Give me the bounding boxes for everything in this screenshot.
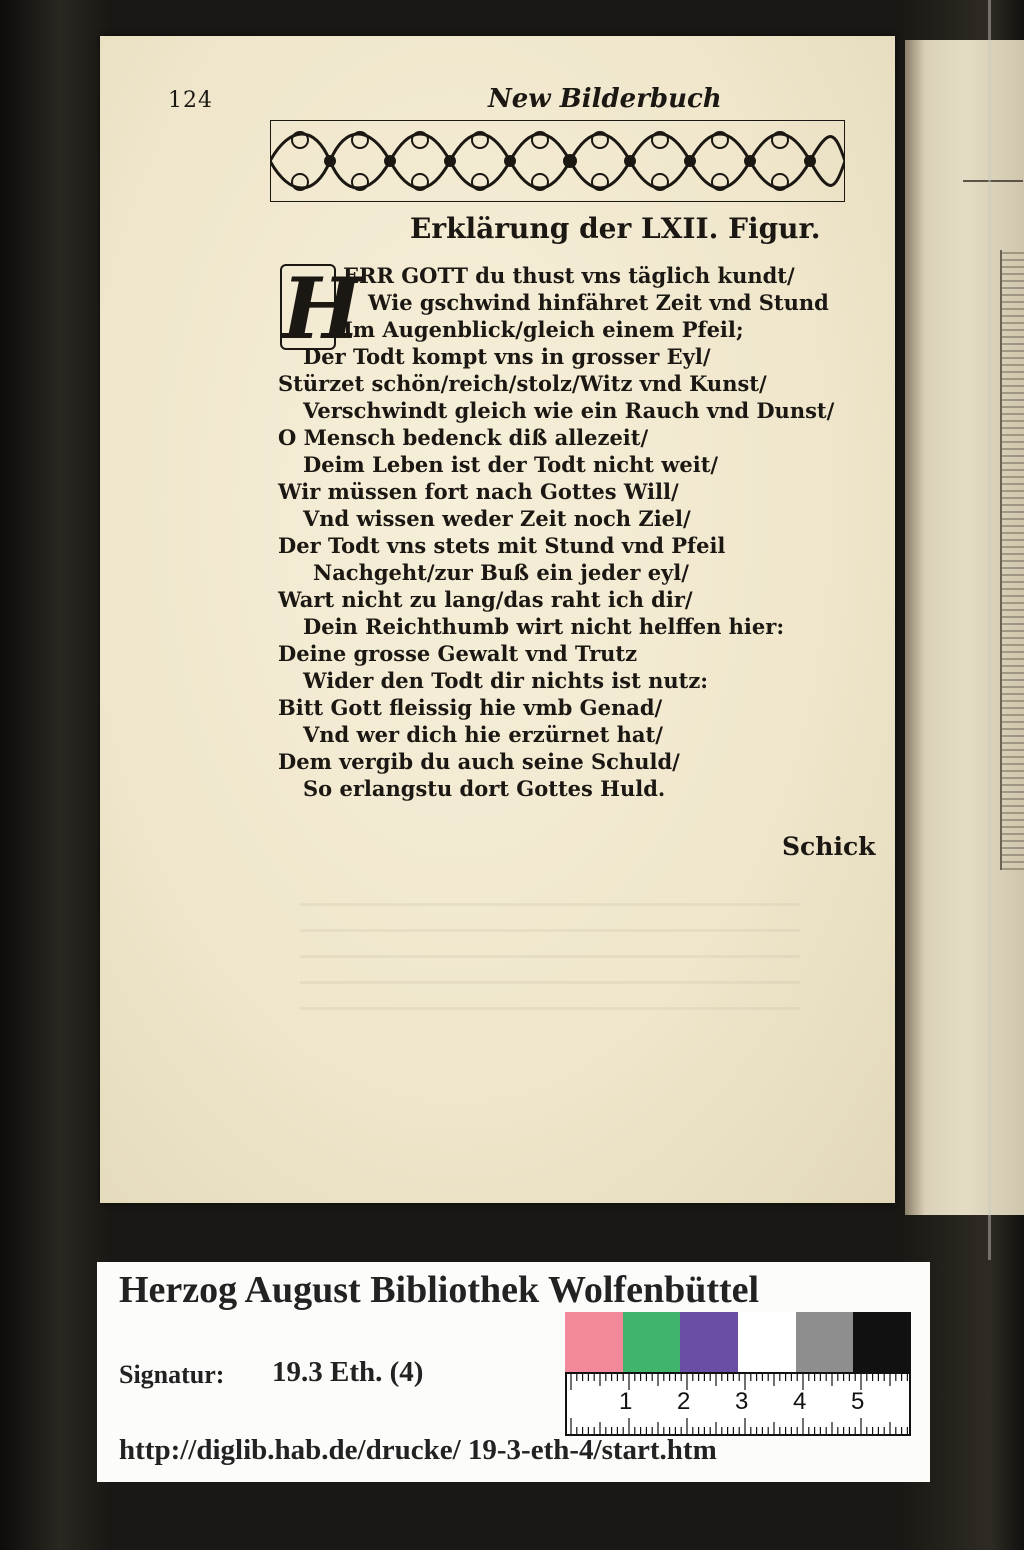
poem-line: Verschwindt gleich wie ein Rauch vnd Dunst/ <box>303 398 835 423</box>
poem-line: Dein Reichthumb wirt nicht helffen hier: <box>303 614 785 639</box>
poem-line: Deine grosse Gewalt vnd Trutz <box>278 641 638 666</box>
poem-line: Nachgeht/zur Buß ein jeder eyl/ <box>313 560 689 585</box>
ornamental-border-band <box>270 120 845 202</box>
facing-page-edge <box>905 40 1024 1215</box>
ruler-number: 5 <box>851 1388 865 1415</box>
glass-plate-edge <box>988 0 991 1260</box>
swatch-white <box>738 1312 796 1372</box>
poem-line: Der Todt vns stets mit Stund vnd Pfeil <box>278 533 726 558</box>
ruler-number: 1 <box>619 1388 633 1415</box>
poem-line: Bitt Gott fleissig hie vmb Genad/ <box>278 695 663 720</box>
facing-page-rule <box>963 180 1023 182</box>
poem-line: O Mensch bedenck diß allezeit/ <box>278 425 649 450</box>
swatch-purple <box>680 1312 738 1372</box>
poem-line: ERR GOTT du thust vns täglich kundt/ <box>343 263 795 288</box>
catchword: Schick <box>782 832 876 861</box>
swatch-grey <box>796 1312 854 1372</box>
poem-line: Wider den Todt dir nichts ist nutz: <box>303 668 709 693</box>
scale-ruler <box>565 1372 911 1436</box>
poem-line: Der Todt kompt vns in grosser Eyl/ <box>303 344 711 369</box>
signatur-value: 19.3 Eth. (4) <box>272 1356 424 1388</box>
facing-page-engraving <box>1000 250 1024 870</box>
ruler-number: 4 <box>793 1388 807 1415</box>
swatch-green <box>623 1312 681 1372</box>
decorated-initial: H <box>282 259 362 358</box>
poem-line: Wie gschwind hinfähret Zeit vnd Stund <box>368 290 829 315</box>
ruler-number: 3 <box>735 1388 749 1415</box>
poem-line: So erlangstu dort Gottes Huld. <box>303 776 666 801</box>
poem-line: Vnd wissen weder Zeit noch Ziel/ <box>303 506 691 531</box>
library-label <box>97 1262 930 1482</box>
page-number: 124 <box>168 88 213 113</box>
swatch-black <box>853 1312 911 1372</box>
show-through-text <box>300 880 800 1010</box>
poem-line: Wir müssen fort nach Gottes Will/ <box>278 479 679 504</box>
section-heading: Erklärung der LXII. Figur. <box>410 212 821 245</box>
poem-line: Deim Leben ist der Todt nicht weit/ <box>303 452 719 477</box>
poem-line: Dem vergib du auch seine Schuld/ <box>278 749 680 774</box>
digital-library-url: http://diglib.hab.de/drucke/ 19-3-eth-4/start.htm <box>119 1434 717 1466</box>
poem-line: Wart nicht zu lang/das raht ich dir/ <box>278 587 693 612</box>
poem-line: Stürzet schön/reich/stolz/Witz vnd Kunst/ <box>278 371 767 396</box>
swatch-pink <box>565 1312 623 1372</box>
poem-line: Im Augenblick/gleich einem Pfeil; <box>343 317 744 342</box>
color-calibration-chart <box>565 1312 911 1372</box>
ruler-number: 2 <box>677 1388 691 1415</box>
poem-line: Vnd wer dich hie erzürnet hat/ <box>303 722 663 747</box>
library-name: Herzog August Bibliothek Wolfenbüttel <box>119 1269 760 1311</box>
running-head: New Bilderbuch <box>488 84 722 114</box>
signatur-label: Signatur: <box>119 1360 225 1389</box>
